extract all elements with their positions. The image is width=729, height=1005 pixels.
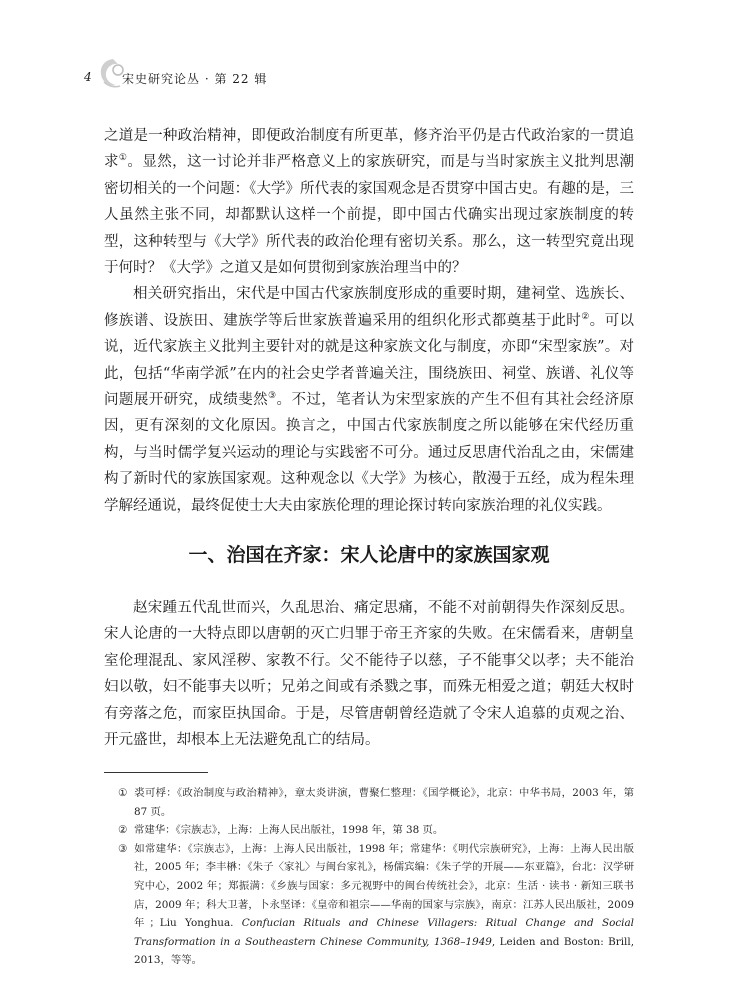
paragraph-1: 之道是一种政治精神，即便政治制度有所更革，修齐治平仍是古代政治家的一贯追求①。显然，这一讨论并非严格意义上的家族研究，而是与当时家族主义批判思潮密切相关的一个问题：《大学》所代表的家国观念是否贯穿中国古史。有趣的是，三人虽然主张不同，却都默认这样一个前提，即中国古代确实出现过家族制度的转型，这种转型与《大学》所代表的政治伦理有密切关系。那么，这一转型究竟出现于何时？《大学》之道又是如何贯彻到家族治理当中的？: [104, 128, 635, 277]
page-number: 4: [84, 70, 92, 84]
section-heading: 一、治国在齐家：宋人论唐中的家族国家观: [188, 544, 550, 566]
footnote-ref: ③: [268, 391, 277, 402]
footnote-divider: [104, 772, 208, 773]
footnote-2: ② 常建华：《宗族志》，上海：上海人民出版社，1998 年，第 38 页。: [118, 824, 444, 837]
running-title: 宋史研究论丛 · 第 22 辑: [122, 72, 268, 86]
footnotes: [104, 784, 634, 970]
paragraph-3: 赵宋踵五代乱世而兴，久乱思治、痛定思痛，不能不对前朝得失作深刻反思。宋人论唐的一大特点即以唐朝的灭亡归罪于帝王齐家的失败。在宋儒看来，唐朝皇室伦理混乱、家风淫秽、家教不行。父不能待子以慈，子不能事父以孝；夫不能治妇以敬，妇不能事夫以听；兄弟之间或有杀戮之事，而殊无相爱之道；朝廷大权时有旁落之危，而家臣执国命。于是，尽管唐朝曾经造就了令宋人追慕的贞观之治、开元盛世，却根本上无法避免乱亡的结局。: [104, 600, 634, 749]
section-body: [104, 595, 634, 753]
footnote-1: ① 裘可桴：《政治制度与政治精神》，章太炎讲演，曹聚仁整理：《国学概论》，北京：中华书局，2003 年，第 87 页。: [118, 787, 634, 818]
page-header: [84, 64, 684, 94]
paragraph-2: 相关研究指出，宋代是中国古代家族制度形成的重要时期，建祠堂、选族长、修族谱、设族田、建族学等后世家族普遍采用的组织化形式都奠基于此时②。可以说，近代家族主义批判主要针对的就是这种家族文化与制度，亦即“宋型家族”。对此，包括“华南学派”在内的社会史学者普遍关注，围绕族田、祠堂、族谱、礼仪等问题展开研究，成绩斐然③。不过，笔者认为宋型家族的产生不但有其社会经济原因，更有深刻的文化原因。换言之，中国古代家族制度之所以能够在宋代经历重构，与当时儒学复兴运动的理论与实践密不可分。通过反思唐代治乱之由，宋儒建构了新时代的家族国家观。这种观念以《大学》为核心，散漫于五经，成为程朱理学解经通说，最终促使士大夫由家族伦理的理论探讨转向家族治理的礼仪实践。: [104, 286, 635, 514]
footnote-ref: ②: [581, 312, 590, 323]
body-text: [104, 123, 634, 519]
footnote-ref: ①: [118, 153, 128, 164]
footnote-3: ③ 如常建华：《宗族志》，上海：上海人民出版社，1998 年；常建华：《明代宗族研究》，上海：上海人民出版社，2005 年；李丰楙：《朱子〈家礼〉与闽台家礼》，杨儒宾编：《朱子学的开展——东亚篇》，台北：汉学研究中心，2002 年；郑振满：《乡族与国家：多元视野中的闽台传统社会》，北京：生活 · 读书 · 新知三联书店，2009 年；科大卫著，卜永坚译：《皇帝和祖宗——华南的国家与宗族》，南京：江苏人民出版社，2009 年；Liu Yonghua. Confucian Rituals and Chinese Villagers: Ritual Change and Social Transformation in a Southeastern Chinese Community, 1368–1949, Leiden and Boston: Brill, 2013，等等。: [118, 842, 634, 967]
